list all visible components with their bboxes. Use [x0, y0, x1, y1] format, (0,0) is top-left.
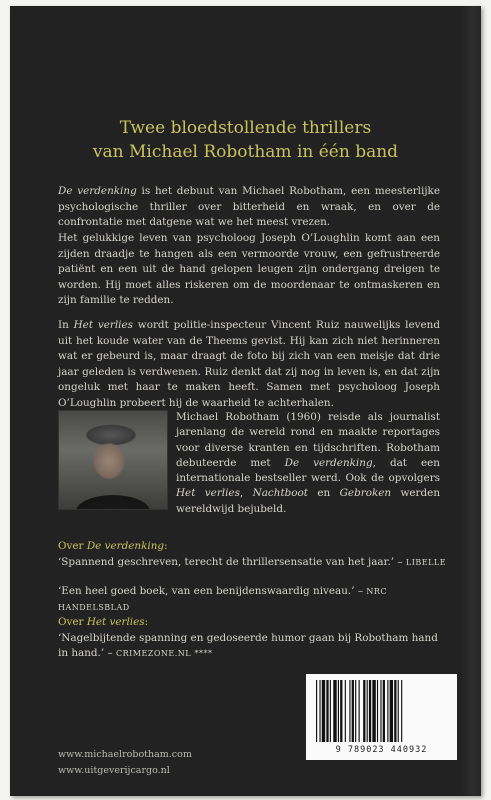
quote-text: ‘Spannend geschreven, terecht de thrillersensatie van het jaar.’ – — [58, 555, 403, 568]
review-heading-prefix: Over — [58, 540, 87, 552]
book-title-de-verdenking: De verdenking — [58, 185, 137, 197]
review-heading-colon: : — [144, 616, 149, 628]
blurb-text: In — [58, 319, 74, 331]
review-heading-prefix: Over — [58, 616, 87, 628]
title-line-2: van Michael Robotham in één band — [92, 142, 399, 162]
barcode-bar — [340, 680, 342, 742]
barcode-bar — [380, 680, 381, 742]
barcode-bar — [322, 680, 325, 742]
barcode-bar — [326, 680, 328, 742]
review-heading-title: De verdenking — [86, 540, 165, 552]
barcode-bar — [349, 680, 350, 742]
rating-stars: **** — [194, 649, 213, 658]
barcode-bar — [369, 680, 371, 742]
quote-source: CRIMEZONE.NL — [115, 649, 192, 658]
quote-text: ‘Een heel goed boek, van een benijdenswaardig niveau.’ – — [58, 585, 364, 597]
barcode-bar — [387, 680, 388, 742]
barcode-bar — [367, 680, 368, 742]
barcode-bar — [316, 680, 317, 742]
bio-text: werden wereldwijd bejubeld. — [176, 487, 441, 515]
quote-source: LIBELLE — [405, 557, 447, 567]
quote-source: NRC HANDELSBLAD — [58, 587, 388, 612]
review-text — [58, 584, 450, 615]
barcode-bar — [372, 680, 375, 742]
barcode-bar — [383, 680, 385, 742]
bio-text: , — [239, 487, 253, 500]
blurb-paragraph-3 — [58, 318, 440, 411]
book-title-het-verlies: Het verlies — [73, 319, 133, 331]
author-website-link[interactable]: www.michaelrobotham.com — [58, 749, 192, 760]
barcode-bar — [355, 680, 356, 742]
review-heading — [58, 615, 450, 631]
barcode-bars — [314, 680, 449, 744]
bio-book-title: De verdenking — [284, 456, 373, 469]
review-heading — [58, 539, 450, 555]
barcode-bar — [390, 680, 393, 742]
barcode-bar — [338, 680, 339, 742]
title-line-1: Twee bloedstollende thrillers — [119, 118, 372, 138]
barcode-bar — [352, 680, 354, 742]
blurb-paragraph-2 — [58, 231, 440, 309]
barcode-bar — [377, 680, 378, 742]
quote-text: ‘Nagelbijtende spanning en gedoseerde humor gaan bij Robotham hand in hand.’ – — [58, 631, 438, 659]
barcode-bar — [345, 680, 346, 742]
barcode-bar — [359, 680, 360, 742]
review-text — [58, 631, 450, 662]
bio-text: en — [307, 487, 340, 500]
website-links — [58, 747, 192, 779]
review-heading-colon: : — [164, 540, 168, 552]
bio-text: Michael Robotham (1960) reisde als journalist jarenlang de wereld rond en maakte reportages voor diverse kranten en tijdschriften. Robotham debuteerde met — [176, 411, 440, 469]
review-quote-3 — [58, 615, 450, 662]
book-back-cover — [10, 6, 481, 796]
blurb-text: wordt politie-inspecteur Vincent Ruiz nauwelijks levend uit het koude water van de Theems gevist. Hij kan zich niet herinneren wat er gebeurd is, maar draagt de foto bij zich van een meisje dat drie jaar geleden is verdwenen. Ruiz denkt dat zij nog in leven is, en dat zijn ongeluk met haar te maken heeft. Samen met psycholoog Joseph O’Loughlin probeert hij de waarheid te achterhalen. — [58, 319, 440, 409]
barcode-bar — [394, 680, 396, 742]
author-bio — [176, 410, 440, 517]
barcode-bar — [333, 680, 336, 742]
bio-book-title: Nachtboot — [252, 487, 308, 500]
author-photo — [58, 410, 168, 510]
barcode-bar — [319, 680, 320, 742]
cover-title — [10, 116, 481, 164]
isbn-number: 9 789023 440932 — [335, 745, 428, 755]
barcode-bar — [363, 680, 365, 742]
barcode-bar — [330, 680, 331, 742]
isbn-barcode — [306, 674, 457, 760]
publisher-website-link[interactable]: www.uitgeverijcargo.nl — [58, 765, 170, 776]
blurb-text: is het debuut van Michael Robotham, een meesterlijke psychologische thriller over bitterheid en wraak, en over de confrontatie met datgene wat we het meest vrezen. — [58, 185, 440, 228]
blurb-text: Het gelukkige leven van psycholoog Joseph O’Loughlin komt aan een zijden draadje te hangen als een vermoorde vrouw, een gefrustreerde patiënt en een uit de hand gelopen leugen zijn ondergang dreigen te worden. Hij moet alles riskeren om de moordenaar te ontmaskeren en zijn familie te redden. — [58, 232, 440, 306]
barcode-bar — [398, 680, 399, 742]
review-text — [58, 555, 450, 571]
review-quote-2 — [58, 584, 450, 615]
barcode-bar — [401, 680, 402, 742]
review-quote-1 — [58, 539, 450, 570]
bio-book-title: Gebroken — [339, 487, 392, 500]
bio-text: , dat een internationale bestseller werd. Ook de opvolgers — [176, 456, 440, 485]
blurb-paragraph-1 — [58, 184, 440, 231]
bio-book-title: Het verlies — [176, 487, 240, 500]
review-heading-title: Het verlies — [86, 616, 145, 628]
